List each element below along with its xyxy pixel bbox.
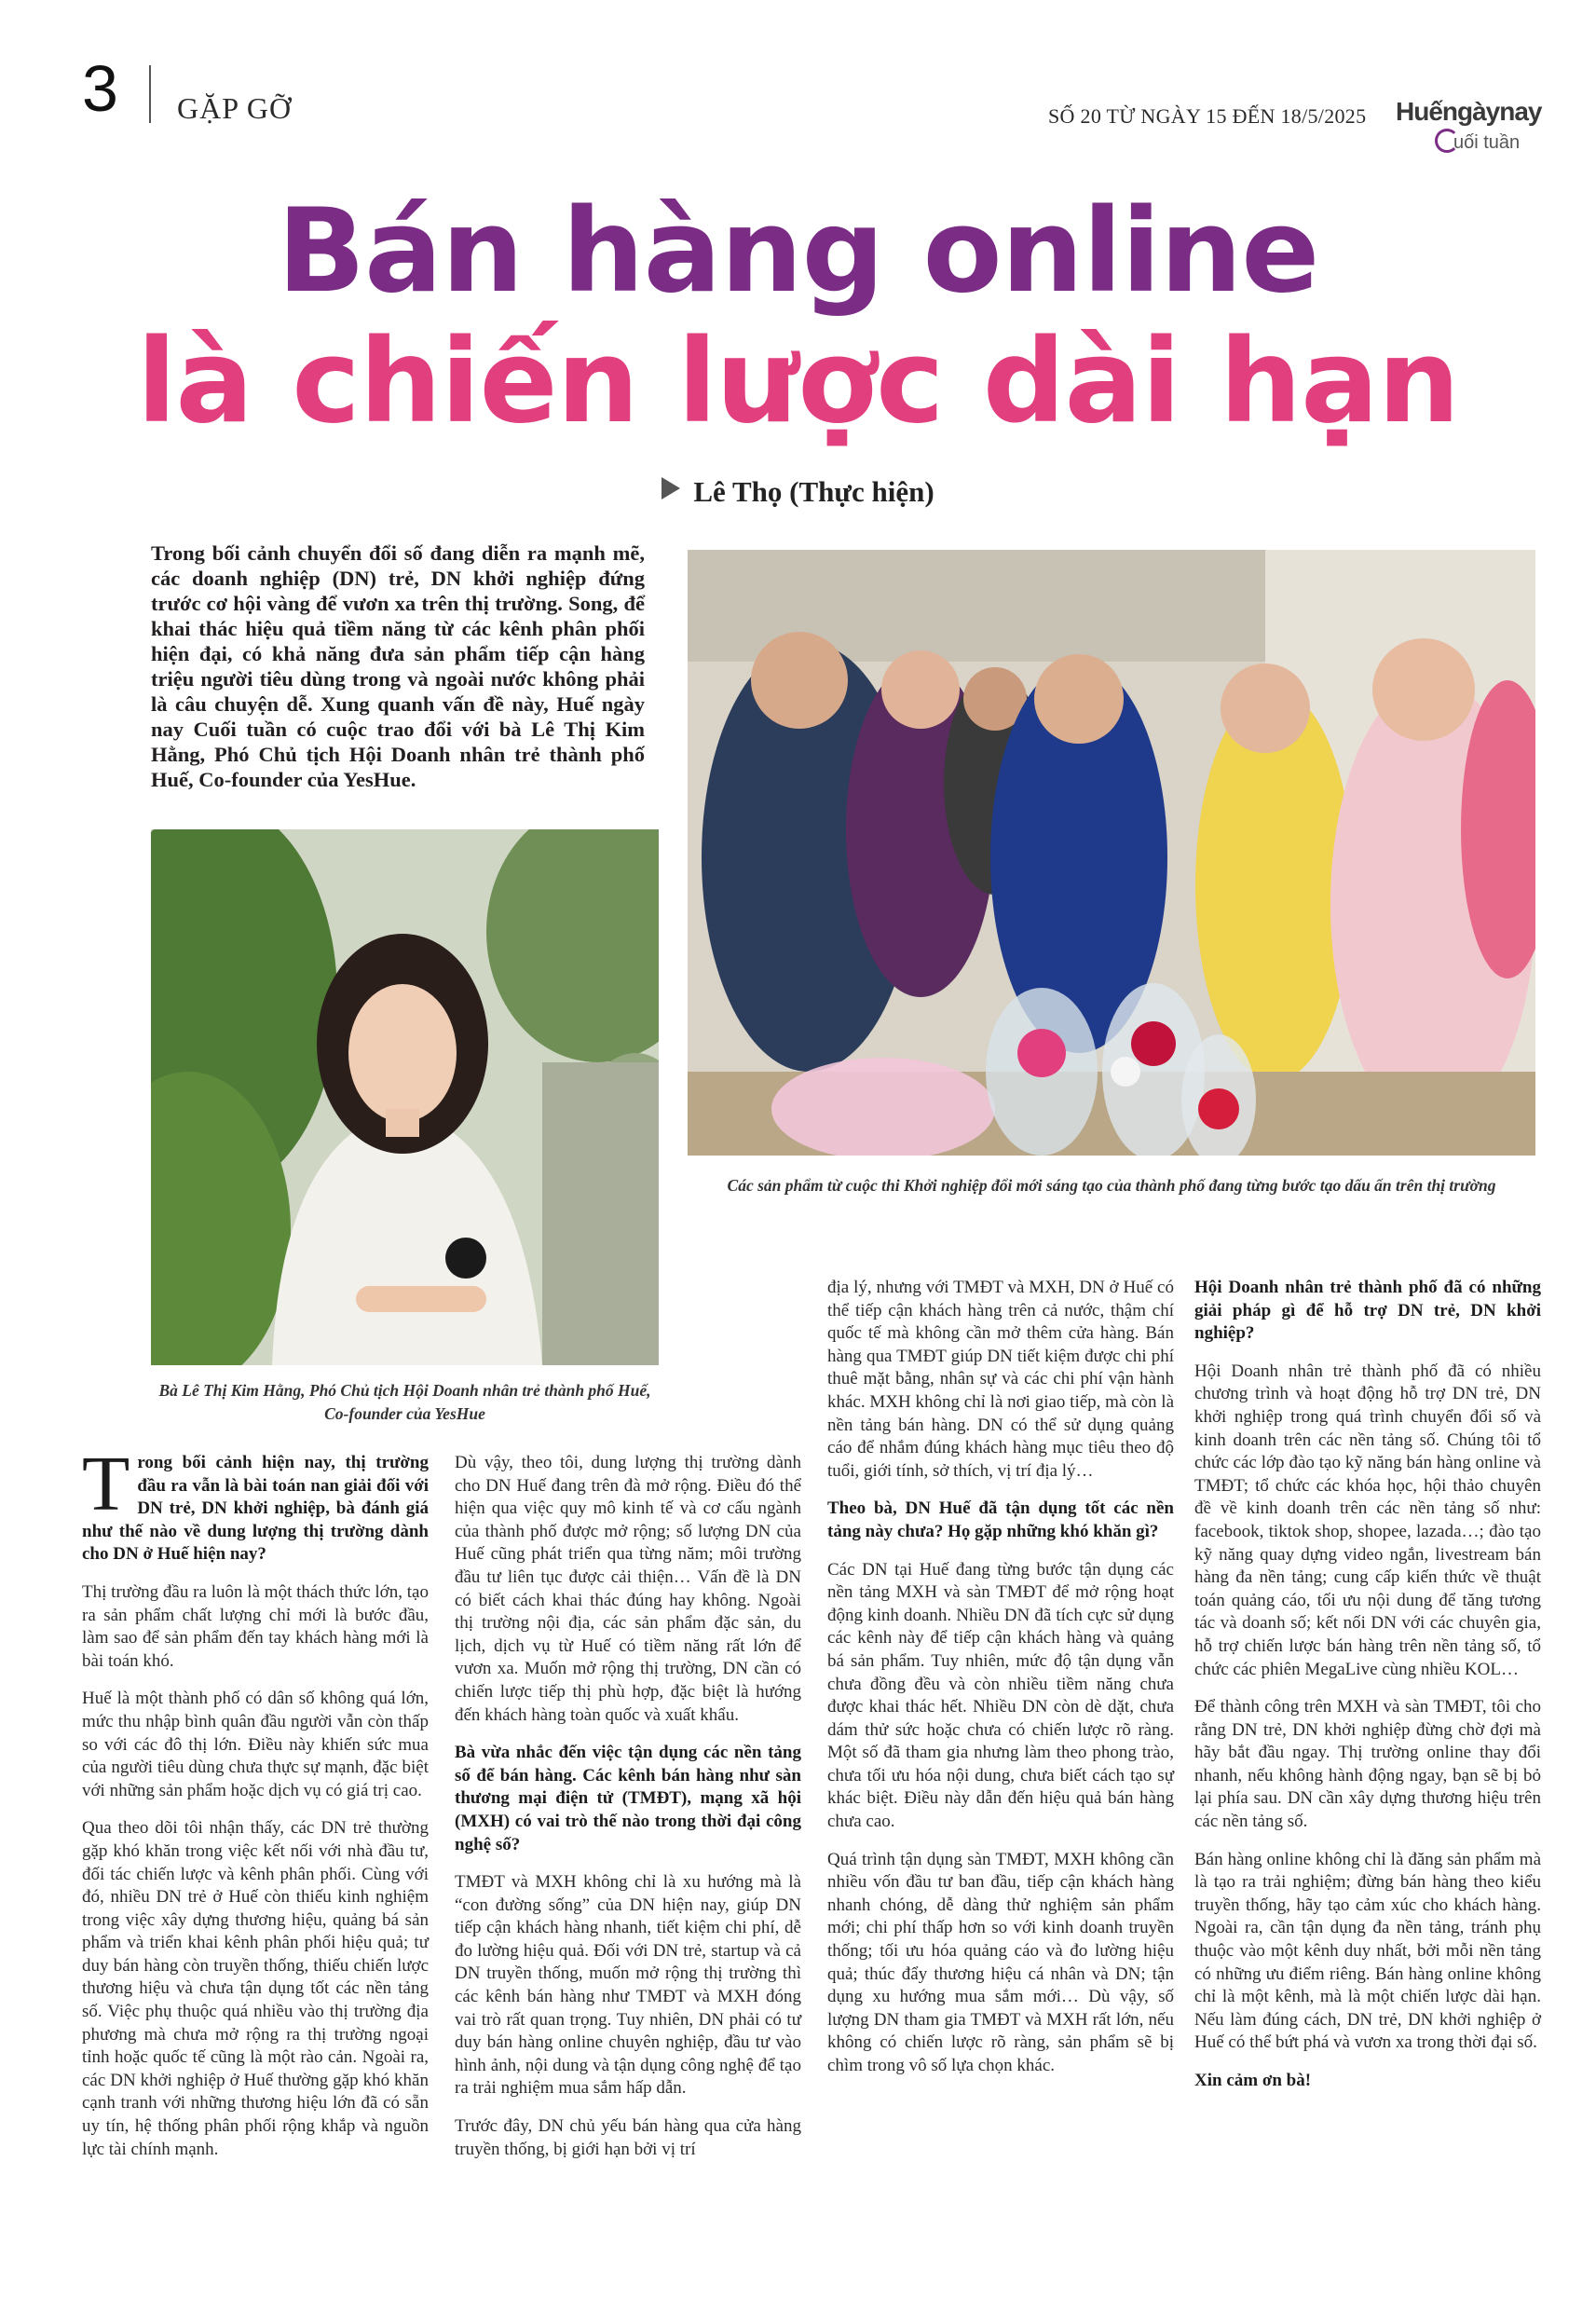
article-column-2 <box>455 1452 801 2176</box>
byline-text: Lê Thọ (Thực hiện) <box>693 475 934 508</box>
paragraph: Quá trình tận dụng sàn TMĐT, MXH không cần nhiều vốn đầu tư ban đầu, tiếp cận khách hàng nhanh chóng, dễ dàng thử nghiệm sản phẩm mới; chi phí thấp hơn so với kinh doanh truyền thống; tối ưu hóa quảng cáo và đo lường hiệu quả; thúc đẩy thương hiệu cá nhân và DN; tận dụng xu hướng mua sắm mới… Dù vậy, số lượng DN tham gia TMĐT và MXH rất lớn, nếu không có chiến lược rõ ràng, sản phẩm sẽ bị chìm trong vô số lựa chọn khác. <box>827 1849 1174 2075</box>
question-3: Theo bà, DN Huế đã tận dụng tốt các nền tảng này chưa? Họ gặp những khó khăn gì? <box>827 1498 1174 1541</box>
issue-line: SỐ 20 TỪ NGÀY 15 ĐẾN 18/5/2025 <box>1048 104 1367 128</box>
byline <box>0 475 1596 509</box>
paragraph: Hội Doanh nhân trẻ thành phố đã có nhiều chương trình và hoạt động hỗ trợ DN trẻ, DN khởi nghiệp trong quá trình chuyển đổi số và kinh doanh trên các nền tảng số. Chúng tôi tổ chức các lớp đào tạo kỹ năng bán hàng online và TMĐT; tổ chức các khóa học, hội thảo chuyên đề về kinh doanh trên các nền tảng số như: facebook, tiktok shop, shopee, lazada…; đào tạo kỹ năng quay dựng video ngắn, livestream bán hàng đa nền tảng; cung cấp kiến thức về thuật toán quảng cáo, tối ưu nội dung để tăng tương tác và doanh số; kết nối DN với các chuyên gia, hỗ trợ chiến lược bán hàng trên nền tảng số, tổ chức các phiên MegaLive cùng nhiều KOL… <box>1194 1361 1541 1679</box>
paragraph: Bán hàng online không chỉ là đăng sản phẩm mà là tạo ra trải nghiệm; đừng bán hàng theo kiểu truyền thống, hãy tạo cảm xúc cho khách hàng. Ngoài ra, cần tận dụng đa nền tảng, tránh phụ thuộc vào một kênh duy nhất, bởi mỗi nền tảng có những ưu điểm riêng. Bán hàng online không chỉ là một kênh, mà là một chiến lược dài hạn. Nếu làm đúng cách, DN trẻ, DN khởi nghiệp ở Huế có thể bứt phá và vươn xa trong thời đại số. <box>1194 1849 1541 2053</box>
play-arrow-icon <box>662 477 680 499</box>
section-name: GẶP GỠ <box>177 91 293 125</box>
paragraph: Trước đây, DN chủ yếu bán hàng qua cửa hàng truyền thống, bị giới hạn bởi vị trí <box>455 2116 801 2159</box>
portrait-caption: Bà Lê Thị Kim Hằng, Phó Chủ tịch Hội Doanh nhân trẻ thành phố Huế, Co-founder của YesHue <box>158 1381 651 1423</box>
question-1-text: rong bối cảnh hiện nay, thị trường đầu ra vẫn là bài toán nan giải đối với DN trẻ, DN khởi nghiệp, bà đánh giá như thế nào về dung lượng thị trường dành cho DN ở Huế hiện nay? <box>82 1453 429 1565</box>
event-photo <box>688 550 1535 1156</box>
question-2: Bà vừa nhắc đến việc tận dụng các nền tảng số để bán hàng. Các kênh bán hàng như sàn thương mại điện tử (TMĐT), mạng xã hội (MXH) có vai trò thế nào trong thời đại công nghệ số? <box>455 1743 801 1854</box>
paragraph: Các DN tại Huế đang từng bước tận dụng các nền tảng MXH và sàn TMĐT để mở rộng hoạt động kinh doanh. Nhiều DN đã tích cực sử dụng các kênh này để tiếp cận khách hàng và quảng bá sản phẩm. Tuy nhiên, mức độ tận dụng vẫn chưa đồng đều và còn nhiều tiềm năng chưa được khai thác hết. Nhiều DN còn dè dặt, chưa dám thử sức hoặc chưa có chiến lược rõ ràng. Một số đã tham gia nhưng làm theo phong trào, chưa tối ưu hóa nội dung, chưa biết cách tạo sự khác biệt. Điều này dẫn đến hiệu quả bán hàng chưa cao. <box>827 1559 1174 1832</box>
paragraph: Để thành công trên MXH và sàn TMĐT, tôi cho rằng DN trẻ, DN khởi nghiệp đừng chờ đợi mà hãy bắt đầu ngay. Thị trường online thay đổi nhanh, nếu không hành động ngay, bạn sẽ bị bỏ lại phía sau. DN cần xây dựng thương hiệu trên các nền tảng số. <box>1194 1697 1541 1832</box>
event-caption: Các sản phẩm từ cuộc thi Khởi nghiệp đổi mới sáng tạo của thành phố đang từng bước tạo dấu ấn trên thị trường <box>727 1176 1496 1195</box>
paragraph: Dù vậy, theo tôi, dung lượng thị trường dành cho DN Huế đang trên đà mở rộng. Điều đó thể hiện qua việc quy mô kinh tế và cơ cấu ngành của thành phố được mở rộng; số lượng DN của Huế cũng phát triển qua từng năm; môi trường đầu tư liên tục được cải thiện… Vấn đề là DN có biết cách khai thác đúng hay không. Ngoài thị trường nội địa, các sản phẩm đặc sản, du lịch, dịch vụ từ Huế có tiềm năng rất lớn để vươn xa. Muốn mở rộng thị trường, DN cần có chiến lược tiếp thị phù hợp, đặc biệt là hướng đến khách hàng toàn quốc và xuất khẩu. <box>455 1453 801 1725</box>
drop-cap: T <box>82 1441 130 1527</box>
paragraph: Qua theo dõi tôi nhận thấy, các DN trẻ thường gặp khó khăn trong việc kết nối với nhà đầu tư, đối tác chiến lược và kênh phân phối. Cùng với đó, nhiều DN trẻ ở Huế còn thiếu kinh nghiệm trong việc xây dựng thương hiệu, quảng bá sản phẩm và triển khai kênh phân phối hiệu quả; tư duy bán hàng còn truyền thống, thiếu chiến lược thương hiệu và chưa tận dụng tốt các nền tảng số. Việc phụ thuộc quá nhiều vào thị trường địa phương mà chưa mở rộng ra thị trường ngoại tỉnh hoặc quốc tế cũng là một rào cản. Ngoài ra, các DN khởi nghiệp ở Huế thường gặp khó khăn cạnh tranh với những thương hiệu lớn đã có sẵn uy tín, hệ thống phân phối rộng khắp và nguồn lực tài chính mạnh. <box>82 1818 429 2159</box>
intro-paragraph: Trong bối cảnh chuyển đổi số đang diễn ra mạnh mẽ, các doanh nghiệp (DN) trẻ, DN khởi nghiệp đứng trước cơ hội vàng để vươn xa trên thị trường. Song, để khai thác hiệu quả tiềm năng từ các kênh phân phối hiện đại, có khả năng đưa sản phẩm tiếp cận hàng triệu người tiêu dùng trong và ngoài nước không phải là câu chuyện dễ. Xung quanh vấn đề này, Huế ngày nay Cuối tuần có cuộc trao đổi với bà Lê Thị Kim Hằng, Phó Chủ tịch Hội Doanh nhân trẻ thành phố Huế, Co-founder của YesHue. <box>151 541 645 791</box>
headline-line-1: Bán hàng online <box>277 185 1319 319</box>
question-4: Hội Doanh nhân trẻ thành phố đã có những giải pháp gì để hỗ trợ DN trẻ, DN khởi nghiệp? <box>1194 1278 1541 1344</box>
article-column-4 <box>1194 1277 1541 2108</box>
paragraph: TMĐT và MXH không chỉ là xu hướng mà là “con đường sống” của DN hiện nay, giúp DN tiếp cận khách hàng nhanh, tiết kiệm chi phí, dễ đo lường hiệu quả. Đối với DN trẻ, startup và cả DN truyền thống, muốn mở rộng thị trường thì các kênh bán hàng như TMĐT và MXH đóng vai trò rất quan trọng. Tuy nhiên, DN phải có tư duy bán hàng online chuyên nghiệp, đầu tư vào hình ảnh, nội dung và tận dụng công nghệ để tạo ra trải nghiệm mua sắm hấp dẫn. <box>455 1872 801 2099</box>
question-1 <box>82 1441 429 1566</box>
paragraph: Huế là một thành phố có dân số không quá lớn, mức thu nhập bình quân đầu người vẫn còn thấp so với các đô thị lớn. Điều này khiến sức mua của người tiêu dùng chưa thực sự mạnh, đặc biệt với những sản phẩm hoặc dịch vụ có giá trị cao. <box>82 1689 429 1800</box>
article-column-1 <box>82 1441 429 2176</box>
logo-main-text: Huếngàynay <box>1396 97 1542 126</box>
paragraph: Thị trường đầu ra luôn là một thách thức lớn, tạo ra sản phẩm chất lượng chỉ mới là bước đầu, làm sao để sản phẩm đến tay khách hàng mới là bài toán khó. <box>82 1581 429 1671</box>
article-column-3 <box>827 1277 1174 2093</box>
portrait-photo <box>151 829 659 1365</box>
headline <box>0 186 1596 447</box>
closing-line: Xin cảm ơn bà! <box>1194 2071 1312 2090</box>
headline-line-2: là chiến lược dài hạn <box>136 315 1460 449</box>
publication-logo <box>1396 97 1545 162</box>
logo-sub-text: uối tuần <box>1453 132 1521 153</box>
header-divider <box>149 65 151 123</box>
paragraph: địa lý, nhưng với TMĐT và MXH, DN ở Huế có thể tiếp cận khách hàng trên cả nước, thậm chí quốc tế mà không cần mở thêm cửa hàng. Bán hàng qua TMĐT giúp DN tiết kiệm được chi phí thuê mặt bằng, nhân sự và các chi phí vận hành khác. MXH không chỉ là nơi giao tiếp, mà còn là nền tảng bán hàng. DN có thể sử dụng quảng cáo để nhắm đúng khách hàng mục tiêu theo độ tuổi, giới tính, sở thích, vị trí địa lý… <box>827 1278 1175 1481</box>
page-number: 3 <box>82 52 118 125</box>
